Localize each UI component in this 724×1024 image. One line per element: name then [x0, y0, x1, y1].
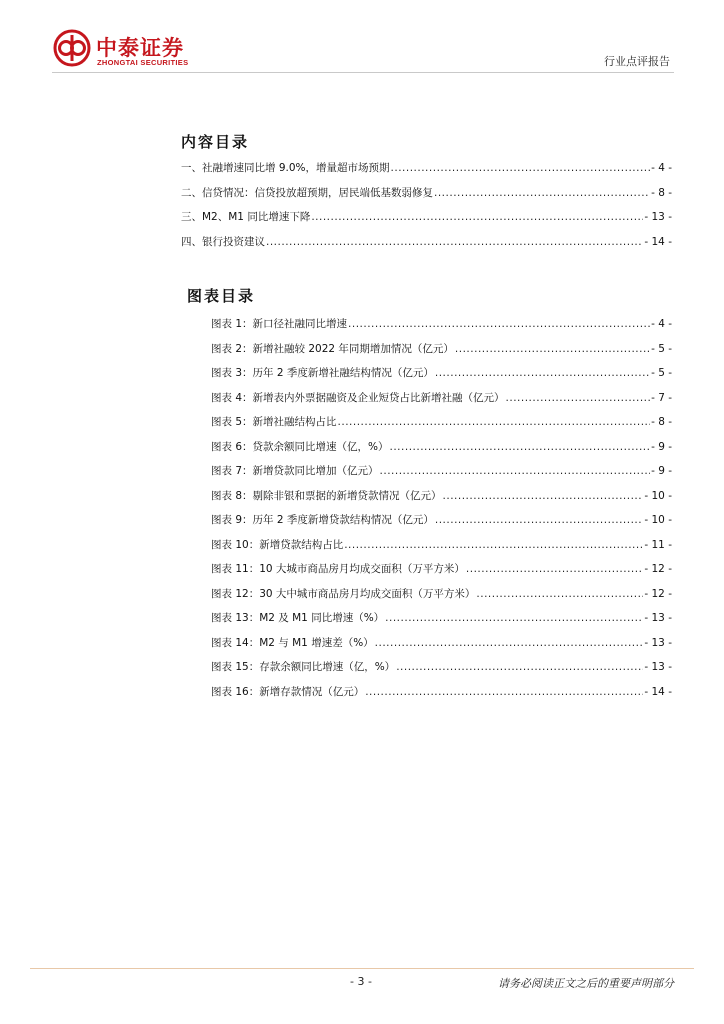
dot-leader — [506, 392, 651, 404]
contents-entry-label[interactable]: 一、社融增速同比增 9.0%，增量超市场预期 — [181, 162, 390, 174]
figure-entry-label[interactable]: 图表 2：新增社融较 2022 年同期增加情况（亿元） — [211, 342, 454, 355]
figure-entry[interactable] — [211, 316, 672, 341]
contents-entry[interactable] — [181, 209, 672, 234]
figure-entry-label[interactable]: 图表 5：新增社融结构占比 — [211, 416, 337, 428]
figure-entry-page[interactable]: - 5 - — [651, 367, 672, 379]
dot-leader — [396, 661, 643, 673]
contents-entry-label[interactable]: 二、信贷情况：信贷投放超预期，居民端低基数弱修复 — [181, 186, 433, 199]
dot-leader — [390, 441, 651, 453]
figure-entry-page[interactable]: - 11 - — [644, 538, 672, 551]
figure-entry-page[interactable]: - 12 - — [644, 563, 672, 575]
zhongtai-logo-icon — [53, 29, 91, 67]
figure-entry-label[interactable]: 图表 12：30 大中城市商品房月均成交面积（万平方米） — [211, 587, 476, 600]
figure-entry-page[interactable]: - 4 - — [651, 318, 672, 330]
figure-entry-label[interactable]: 图表 9：历年 2 季度新增贷款结构情况（亿元） — [211, 514, 434, 526]
dot-leader — [391, 162, 651, 174]
dot-leader — [435, 367, 650, 379]
figure-entry-label[interactable]: 图表 8：剔除非银和票据的新增贷款情况（亿元） — [211, 489, 442, 502]
contents-entry-page[interactable]: - 8 - — [651, 186, 672, 199]
contents-entry-page[interactable]: - 13 - — [644, 211, 672, 223]
figure-entry[interactable] — [211, 463, 672, 488]
figures-list — [211, 316, 672, 708]
figure-entry-page[interactable]: - 12 - — [644, 587, 672, 600]
dot-leader — [466, 563, 643, 575]
figure-entry[interactable] — [211, 635, 672, 660]
dot-leader — [443, 490, 644, 502]
footer-disclaimer: 请务必阅读正文之后的重要声明部分 — [498, 977, 674, 990]
figure-entry[interactable] — [211, 561, 672, 586]
figures-title: 图表目录 — [187, 287, 256, 305]
figure-entry[interactable] — [211, 341, 672, 366]
dot-leader — [365, 686, 643, 698]
contents-entry[interactable] — [181, 160, 672, 185]
dot-leader — [385, 612, 643, 624]
contents-entry-page[interactable]: - 14 - — [644, 235, 672, 248]
figure-entry[interactable] — [211, 537, 672, 562]
contents-title: 内容目录 — [181, 133, 250, 151]
figure-entry-page[interactable]: - 8 - — [651, 416, 672, 428]
figure-entry-page[interactable]: - 13 - — [644, 612, 672, 624]
figure-entry-label[interactable]: 图表 6：贷款余额同比增速（亿，%） — [211, 440, 389, 453]
figure-entry-page[interactable]: - 10 - — [644, 514, 672, 526]
figure-entry-page[interactable]: - 9 - — [651, 465, 672, 477]
figure-entry-page[interactable]: - 5 - — [651, 342, 672, 355]
dot-leader — [476, 588, 643, 600]
figure-entry-label[interactable]: 图表 4：新增表内外票据融资及企业短贷占比新增社融（亿元） — [211, 391, 505, 404]
dot-leader — [380, 465, 651, 477]
figure-entry[interactable] — [211, 610, 672, 635]
header-divider — [52, 72, 674, 73]
document-type-label: 行业点评报告 — [604, 55, 670, 68]
dot-leader — [338, 416, 651, 428]
figure-entry-label[interactable]: 图表 14：M2 与 M1 增速差（%） — [211, 636, 374, 649]
figure-entry[interactable] — [211, 659, 672, 684]
figure-entry-page[interactable]: - 13 - — [644, 661, 672, 673]
figure-entry-label[interactable]: 图表 16：新增存款情况（亿元） — [211, 685, 365, 698]
figure-entry[interactable] — [211, 586, 672, 611]
figure-entry-label[interactable]: 图表 10：新增贷款结构占比 — [211, 538, 344, 551]
contents-entry-page[interactable]: - 4 - — [651, 162, 672, 174]
figure-entry-label[interactable]: 图表 13：M2 及 M1 同比增速（%） — [211, 612, 385, 624]
figure-entry[interactable] — [211, 414, 672, 439]
contents-entry-label[interactable]: 四、银行投资建议 — [181, 235, 265, 248]
figure-entry-label[interactable]: 图表 7：新增贷款同比增加（亿元） — [211, 465, 379, 477]
figure-entry[interactable] — [211, 488, 672, 513]
figure-entry[interactable] — [211, 684, 672, 709]
dot-leader — [435, 514, 644, 526]
contents-entry[interactable] — [181, 234, 672, 259]
figure-entry[interactable] — [211, 365, 672, 390]
logo-chinese-name: 中泰证券 — [96, 36, 184, 60]
figure-entry-label[interactable]: 图表 1：新口径社融同比增速 — [211, 318, 348, 330]
footer-divider — [30, 968, 694, 969]
dot-leader — [375, 637, 644, 649]
figure-entry-page[interactable]: - 10 - — [644, 489, 672, 502]
figure-entry[interactable] — [211, 512, 672, 537]
dot-leader — [455, 343, 650, 355]
figure-entry-label[interactable]: 图表 15：存款余额同比增速（亿，%） — [211, 661, 396, 673]
figure-entry-page[interactable]: - 7 - — [651, 391, 672, 404]
figure-entry-page[interactable]: - 13 - — [644, 636, 672, 649]
dot-leader — [344, 539, 643, 551]
page-number: - 3 - — [350, 975, 372, 988]
figure-entry[interactable] — [211, 390, 672, 415]
contents-entry[interactable] — [181, 185, 672, 210]
contents-entry-label[interactable]: 三、M2、M1 同比增速下降 — [181, 211, 311, 223]
figure-entry[interactable] — [211, 439, 672, 464]
figure-entry-page[interactable]: - 14 - — [644, 685, 672, 698]
dot-leader — [434, 187, 650, 199]
dot-leader — [348, 318, 650, 330]
figure-entry-page[interactable]: - 9 - — [651, 440, 672, 453]
dot-leader — [266, 236, 643, 248]
figure-entry-label[interactable]: 图表 3：历年 2 季度新增社融结构情况（亿元） — [211, 367, 434, 379]
contents-list — [181, 160, 672, 258]
figure-entry-label[interactable]: 图表 11：10 大城市商品房月均成交面积（万平方米） — [211, 563, 465, 575]
logo-english-name: ZHONGTAI SECURITIES — [97, 58, 189, 67]
dot-leader — [311, 211, 643, 223]
